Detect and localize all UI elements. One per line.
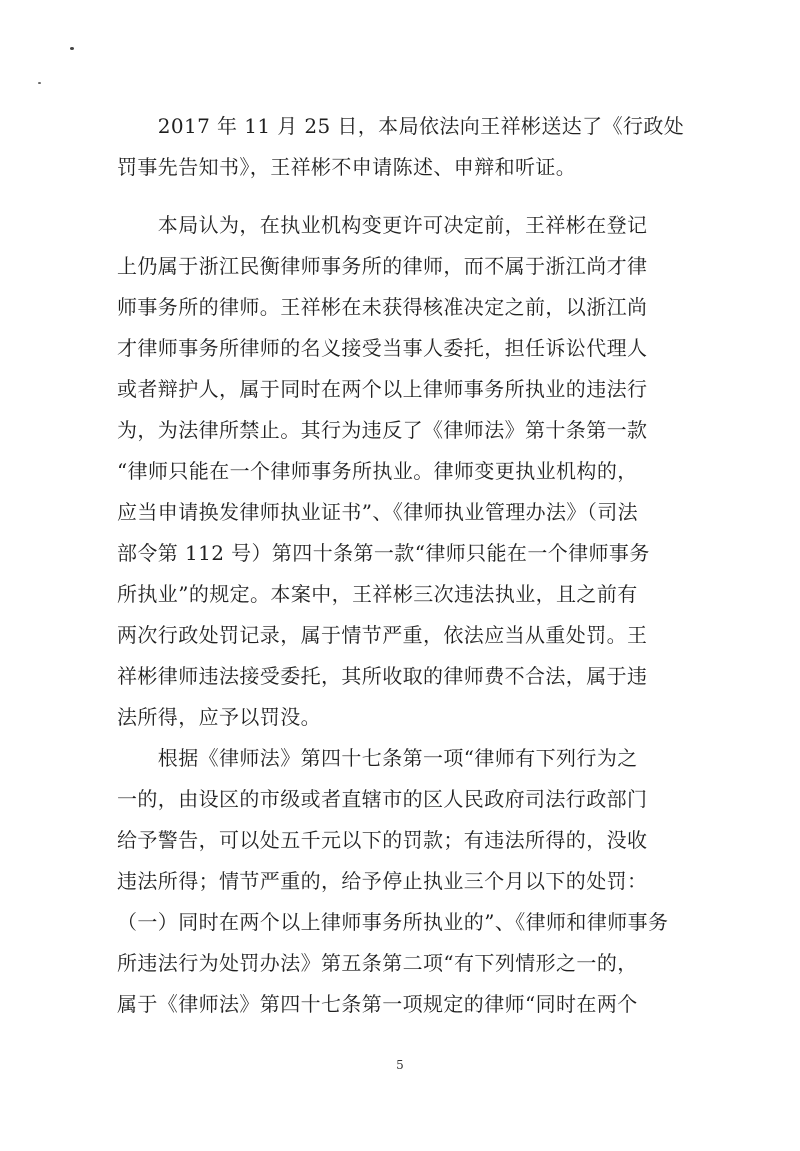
paragraph-3-line-6: 所违法行为处罚办法》第五条第二项“有下列情形之一的，	[117, 951, 638, 975]
page-number: 5	[396, 1058, 404, 1072]
paragraph-2-line-11: 两次行政处罚记录，属于情节严重，依法应当从重处罚。王	[117, 623, 648, 647]
paragraph-3-line-5: （一）同时在两个以上律师事务所执业的”、《律师和律师事务	[117, 910, 669, 934]
scan-speck	[70, 47, 74, 50]
paragraph-2-line-12: 祥彬律师违法接受委托，其所收取的律师费不合法，属于违	[117, 664, 648, 688]
paragraph-3-line-1: 根据《律师法》第四十七条第一项“律师有下列行为之	[117, 746, 638, 770]
paragraph-1-line-2: 罚事先告知书》，王祥彬不申请陈述、申辩和听证。	[117, 155, 577, 179]
paragraph-3-line-2: 一的，由设区的市级或者直辖市的区人民政府司法行政部门	[117, 787, 648, 811]
paragraph-3-line-7: 属于《律师法》第四十七条第一项规定的律师“同时在两个	[117, 992, 638, 1016]
paragraph-2-line-13: 法所得，应予以罚没。	[117, 705, 321, 729]
paragraph-2-line-10: 所执业”的规定。本案中，王祥彬三次违法执业，且之前有	[117, 582, 638, 606]
paragraph-1-line-1: 2017 年 11 月 25 日，本局依法向王祥彬送达了《行政处	[117, 114, 685, 138]
paragraph-2-line-8: 应当申请换发律师执业证书”、《律师执业管理办法》（司法	[117, 500, 639, 524]
paragraph-2-line-7: “律师只能在一个律师事务所执业。律师变更执业机构的，	[117, 459, 638, 483]
paragraph-2-line-1: 本局认为，在执业机构变更许可决定前，王祥彬在登记	[117, 213, 648, 237]
paragraph-2-line-6: 为，为法律所禁止。其行为违反了《律师法》第十条第一款	[117, 418, 648, 442]
paragraph-2-line-9: 部令第 112 号）第四十条第一款“律师只能在一个律师事务	[117, 541, 650, 565]
paragraph-3-line-3: 给予警告，可以处五千元以下的罚款；有违法所得的，没收	[117, 828, 648, 852]
scan-speck	[38, 82, 41, 84]
paragraph-2-line-5: 或者辩护人，属于同时在两个以上律师事务所执业的违法行	[117, 377, 648, 401]
paragraph-3-line-4: 违法所得；情节严重的，给予停止执业三个月以下的处罚：	[117, 869, 648, 893]
paragraph-2-line-4: 才律师事务所律师的名义接受当事人委托，担任诉讼代理人	[117, 336, 648, 360]
paragraph-2-line-2: 上仍属于浙江民衡律师事务所的律师，而不属于浙江尚才律	[117, 254, 648, 278]
paragraph-2-line-3: 师事务所的律师。王祥彬在未获得核准决定之前，以浙江尚	[117, 295, 648, 319]
